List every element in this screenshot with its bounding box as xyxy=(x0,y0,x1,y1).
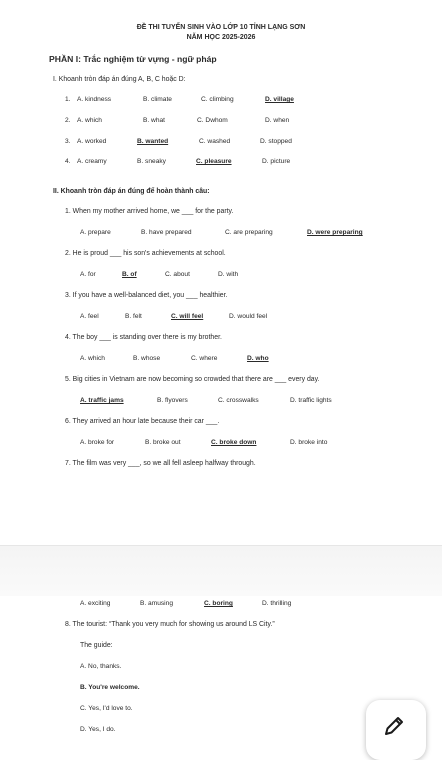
section2-instruction: II. Khoanh tròn đáp án đúng để hoàn thành câu: xyxy=(53,188,210,195)
question-4: 4. The boy ___ is standing over there is my brother. xyxy=(65,334,222,341)
question-number: 4. xyxy=(65,158,71,165)
option-b-correct: B. You're welcome. xyxy=(80,684,140,691)
option-b: B. amusing xyxy=(140,600,173,607)
question-number: 1. xyxy=(65,96,71,103)
question-7: 7. The film was very ___, so we all fell asleep halfway through. xyxy=(65,460,256,467)
option-b: B. have prepared xyxy=(141,229,192,236)
option-b-correct: B. wanted xyxy=(137,138,169,145)
option-c-correct: C. pleasure xyxy=(196,158,232,165)
option-d: D. picture xyxy=(262,158,291,165)
option-b: B. what xyxy=(143,117,165,124)
question-1: 1. When my mother arrived home, we ___ for the party. xyxy=(65,208,234,215)
part1-title: PHẦN I: Trắc nghiệm từ vựng - ngữ pháp xyxy=(49,54,217,64)
option-d-correct: D. village xyxy=(265,96,294,103)
exam-year: NĂM HỌC 2025-2026 xyxy=(186,34,256,41)
option-d: D. thrilling xyxy=(262,600,292,607)
option-c-correct: C. boring xyxy=(204,600,233,607)
option-c: C. are preparing xyxy=(225,229,273,236)
question-3: 3. If you have a well-balanced diet, you ___ healthier. xyxy=(65,292,228,299)
option-b: B. whose xyxy=(133,355,161,362)
option-a: A. prepare xyxy=(80,229,111,236)
option-d-correct: D. who xyxy=(247,355,269,362)
option-a: A. feel xyxy=(80,313,99,320)
option-a: A. which xyxy=(80,355,105,362)
section1-instruction: I. Khoanh tròn đáp án đúng A, B, C hoặc D: xyxy=(53,76,186,83)
option-c-correct: C. broke down xyxy=(211,439,257,446)
option-d-correct: D. were preparing xyxy=(307,229,363,236)
option-d: D. traffic lights xyxy=(290,397,332,404)
option-a: A. worked xyxy=(77,138,107,145)
question-number: 2. xyxy=(65,117,71,124)
option-b: B. felt xyxy=(125,313,142,320)
question-5: 5. Big cities in Vietnam are now becoming so crowded that there are ___ every day. xyxy=(65,376,320,383)
option-c-correct: C. Dwhom xyxy=(197,117,228,124)
question-6: 6. They arrived an hour late because their car ___. xyxy=(65,418,220,425)
option-c: C. about xyxy=(165,271,190,278)
option-c-correct: C. will feel xyxy=(171,313,204,320)
option-d: D. Yes, I do. xyxy=(80,726,116,733)
option-a: A. for xyxy=(80,271,96,278)
option-c: C. where xyxy=(191,355,218,362)
option-b: B. sneaky xyxy=(137,158,166,165)
option-b: B. flyovers xyxy=(157,397,188,404)
option-a: A. broke for xyxy=(80,439,115,446)
option-c: C. climbing xyxy=(201,96,234,103)
option-a: A. which xyxy=(77,117,102,124)
option-c: C. Yes, I'd love to. xyxy=(80,705,133,712)
pencil-icon xyxy=(382,714,406,738)
option-c: C. washed xyxy=(199,138,231,145)
question-2: 2. He is proud ___ his son's achievements at school. xyxy=(65,250,226,257)
page-separator xyxy=(0,545,442,597)
option-a: A. creamy xyxy=(77,158,107,165)
option-d: D. when xyxy=(265,117,290,124)
option-b-correct: B. of xyxy=(122,271,137,278)
guide-label: The guide: xyxy=(80,642,113,649)
option-a: A. kindness xyxy=(77,96,112,103)
option-d: D. stopped xyxy=(260,138,292,145)
option-d: D. broke into xyxy=(290,439,328,446)
option-a: A. No, thanks. xyxy=(80,663,122,670)
option-c: C. crosswalks xyxy=(218,397,259,404)
question-8: 8. The tourist: “Thank you very much for showing us around LS City.” xyxy=(65,621,275,628)
option-a: A. exciting xyxy=(80,600,111,607)
exam-title: ĐỀ THI TUYỂN SINH VÀO LỚP 10 TỈNH LẠNG SƠN xyxy=(136,24,306,31)
option-a-correct: A. traffic jams xyxy=(80,397,124,404)
option-d: D. would feel xyxy=(229,313,268,320)
option-b: B. broke out xyxy=(145,439,181,446)
option-d: D. with xyxy=(218,271,239,278)
edit-button[interactable] xyxy=(366,700,426,760)
option-b: B. climate xyxy=(143,96,172,103)
question-number: 3. xyxy=(65,138,71,145)
